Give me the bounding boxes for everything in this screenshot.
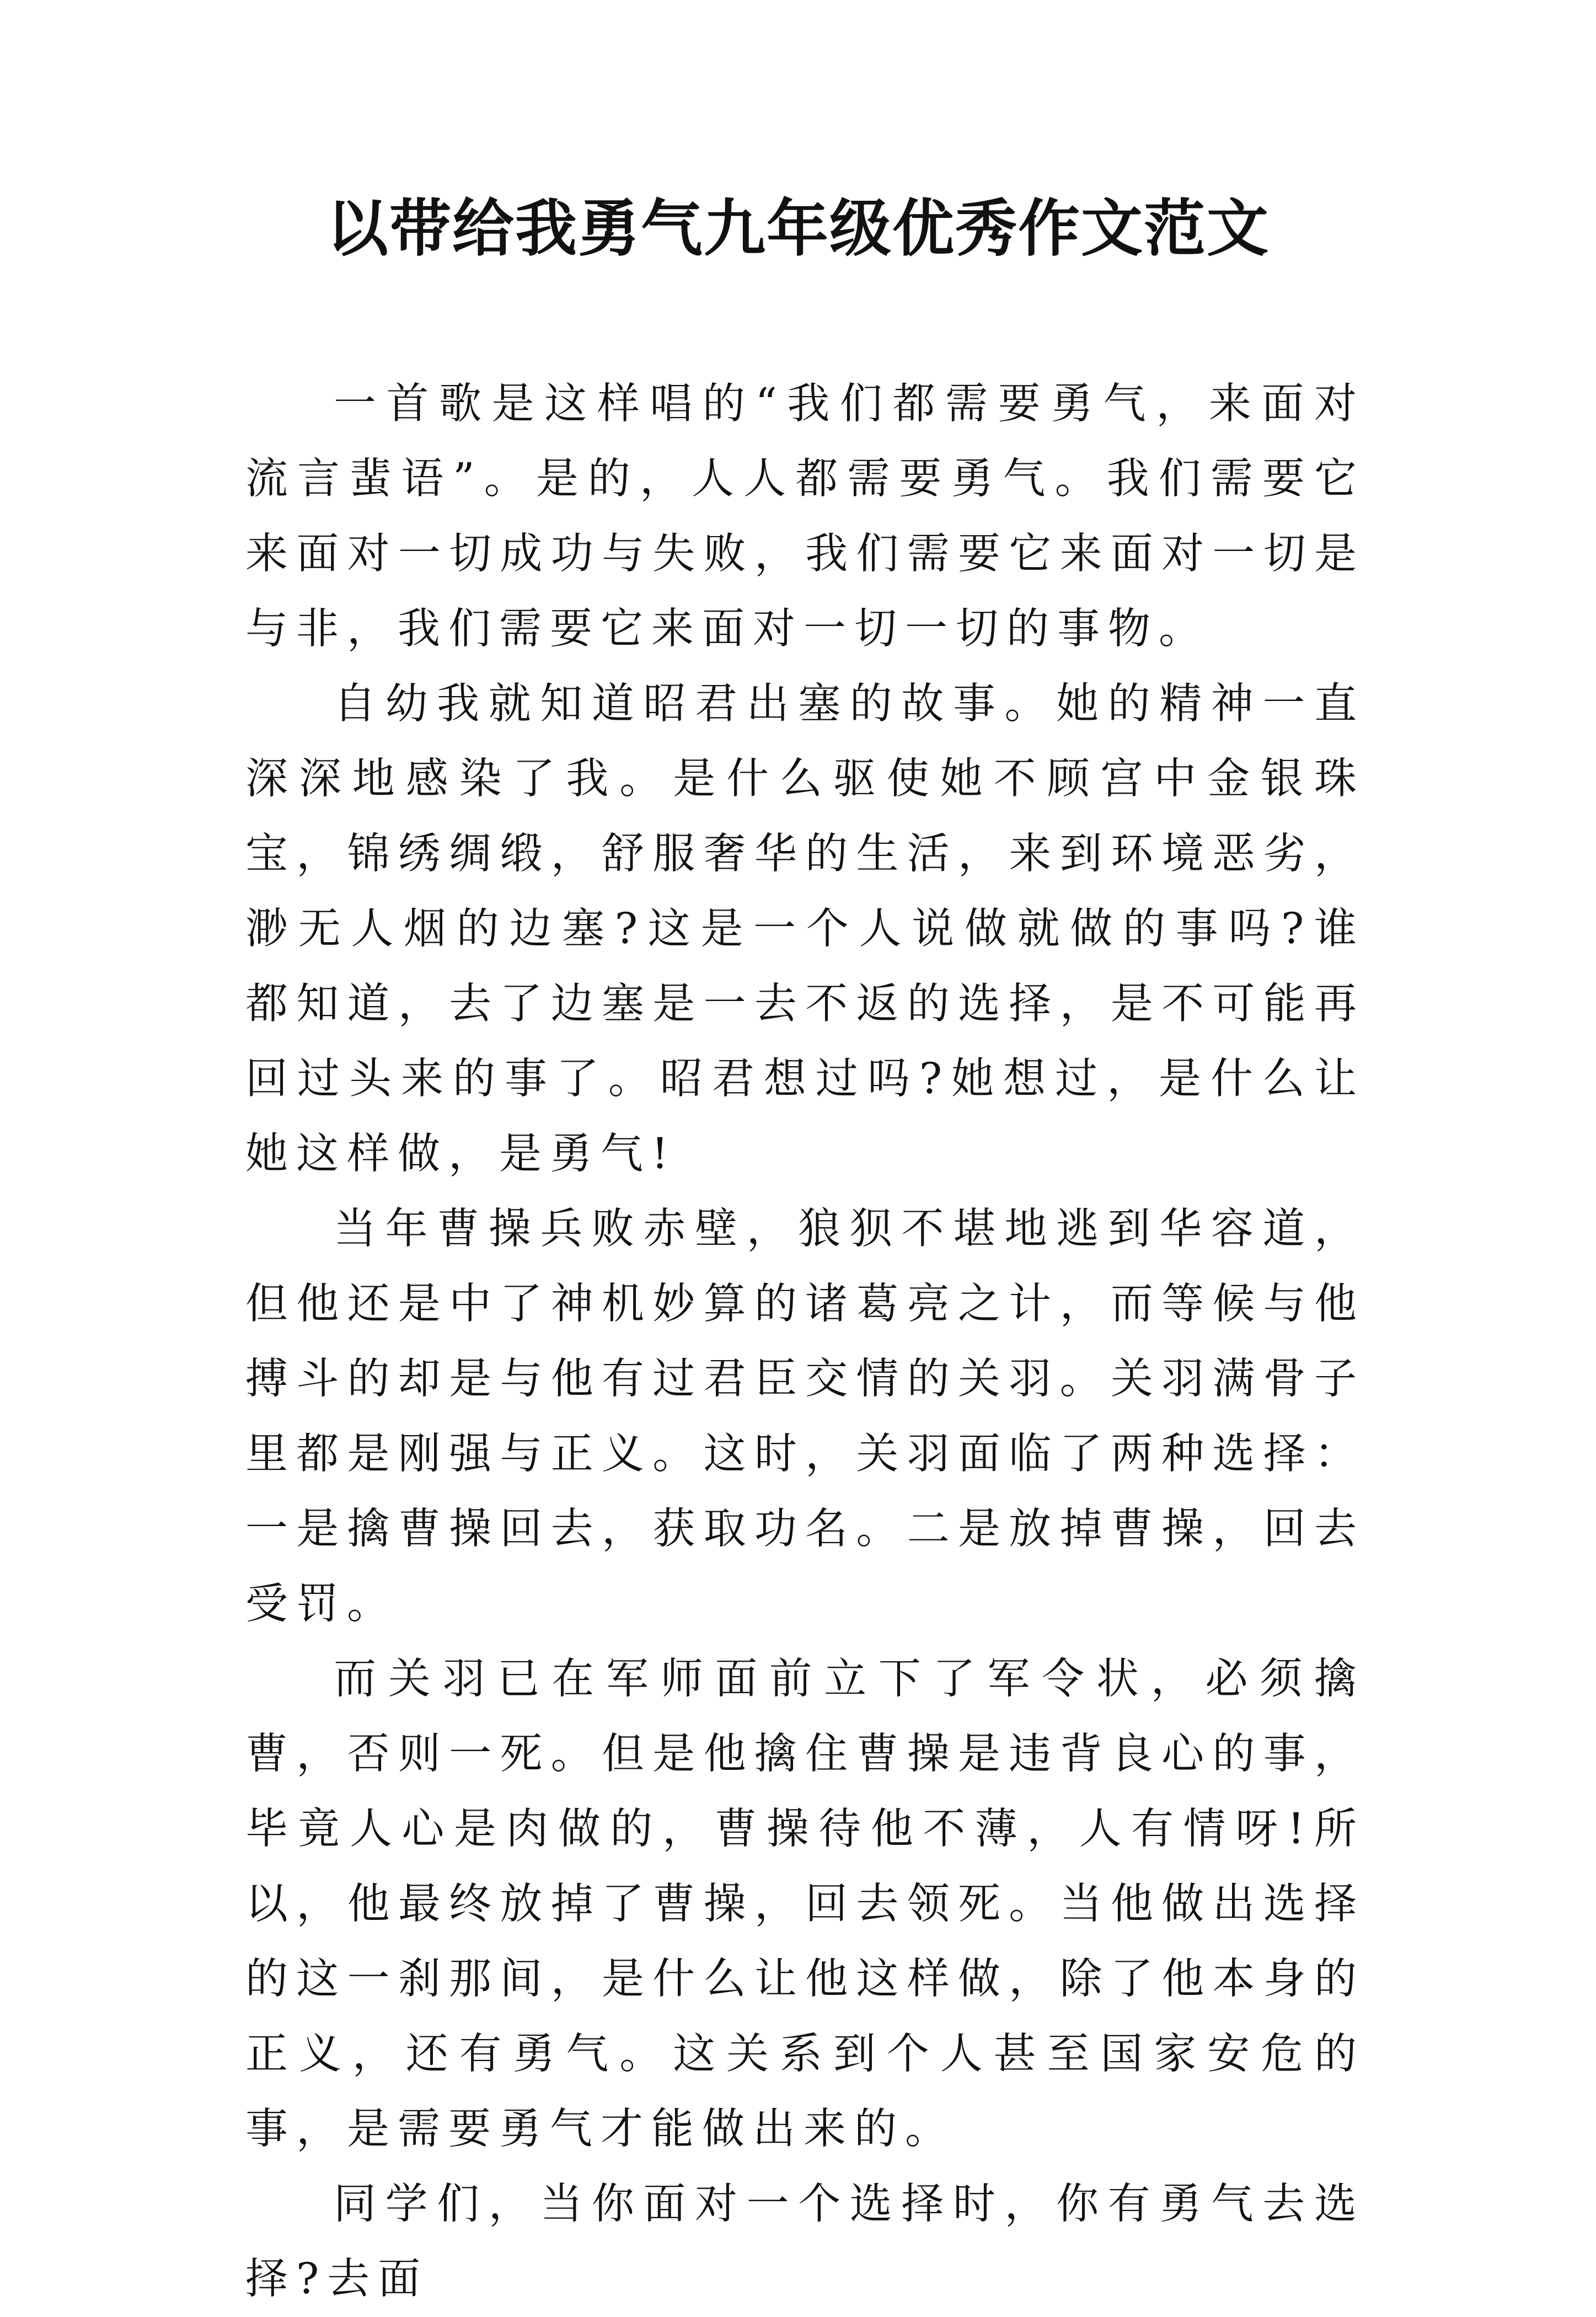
paragraph-1: 一首歌是这样唱的“我们都需要勇气，来面对流言蜚语”。是的，人人都需要勇气。我们需要它来面对一切成功与失败，我们需要它来面对一切是与非，我们需要它来面对一切一切的事物。 <box>245 379 1365 654</box>
paragraph-4: 而关羽已在军师面前立下了军令状，必须擒曹，否则一死。但是他擒住曹操是违背良心的事，毕竟人心是肉做的，曹操待他不薄，人有情呀!所以，他最终放掉了曹操，回去领死。当他做出选择的这一刹那间，是什么让他这样做，除了他本身的正义，还有勇气。这关系到个人甚至国家安危的事，是需要勇气才能做出来的。 <box>245 1655 1365 2154</box>
paragraph-2: 自幼我就知道昭君出塞的故事。她的精神一直深深地感染了我。是什么驱使她不顾宫中金银珠宝，锦绣绸缎，舒服奢华的生活，来到环境恶劣，渺无人烟的边塞?这是一个人说做就做的事吗?谁都知道，去了边塞是一去不返的选择，是不可能再回过头来的事了。昭君想过吗?她想过，是什么让她这样做，是勇气! <box>245 679 1365 1179</box>
document-body <box>245 367 1365 2317</box>
paragraph-5: 同学们，当你面对一个选择时，你有勇气去选择?去面 <box>245 2180 1365 2304</box>
document-title: 以带给我勇气九年级优秀作文范文 <box>326 193 1270 265</box>
paragraph-3: 当年曹操兵败赤壁，狼狈不堪地逃到华容道，但他还是中了神机妙算的诸葛亮之计，而等候与他搏斗的却是与他有过君臣交情的关羽。关羽满骨子里都是刚强与正义。这时，关羽面临了两种选择：一是擒曹操回去，获取功名。二是放掉曹操，回去受罚。 <box>245 1205 1365 1629</box>
